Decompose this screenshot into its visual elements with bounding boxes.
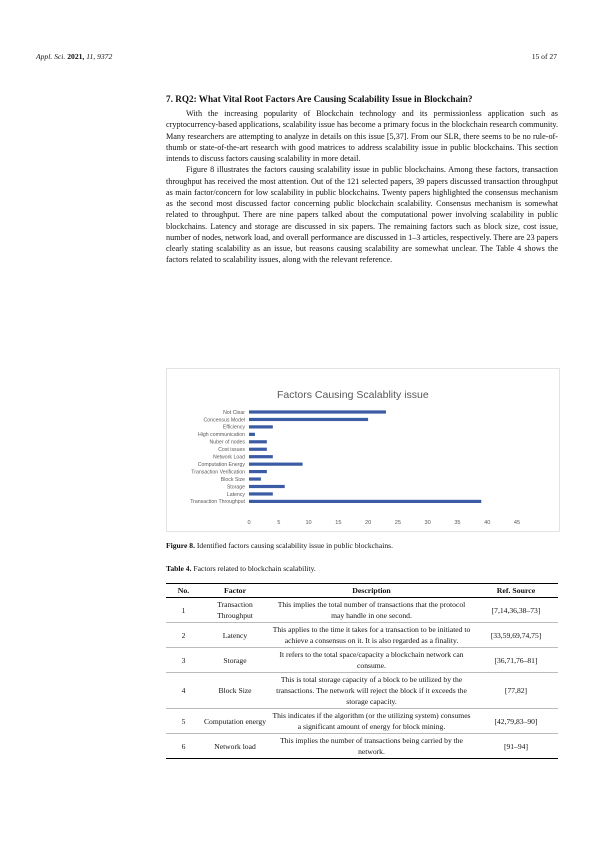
x-tick-label: 45 [513,520,521,526]
section-heading: 7. RQ2: What Vital Root Factors Are Causing Scalability Issue in Blockchain? [166,94,473,104]
category-label: Transaction Throughput [190,499,245,506]
cell-description: This implies the total number of transactions that the protocol may handle in one second. [269,598,474,623]
cell-factor: Latency [201,623,269,648]
bar [249,485,285,488]
x-tick-label: 0 [247,520,251,526]
table-row [166,673,558,709]
bar [249,500,481,503]
x-tick-label: 15 [335,520,342,526]
cell-no: 4 [166,673,201,709]
bar [249,448,267,451]
cell-factor: Block Size [201,673,269,709]
category-label: Concensus Model [203,417,245,424]
figure-caption-text: Identified factors causing scalability issue in public blockchains. [194,541,393,550]
cell-ref: [36,71,76–81] [474,648,558,673]
category-label: High communication [198,432,245,439]
bar [249,410,386,413]
table-caption-text: Factors related to blockchain scalability. [191,564,316,573]
table-caption-label: Table 4. [166,564,192,573]
journal-volume: 11, [86,52,96,61]
factors-table [166,583,558,759]
cell-ref: [77,82] [474,673,558,709]
cell-ref: [33,59,69,74,75] [474,623,558,648]
category-label: Computation Energy [197,461,245,468]
body-text [166,108,558,266]
bar [249,492,273,495]
bar [249,455,273,458]
cell-ref: [91–94] [474,734,558,759]
col-header-description: Description [269,584,474,598]
cell-factor: Storage [201,648,269,673]
x-tick-label: 25 [394,520,402,526]
table-row [166,623,558,648]
journal-year: 2021, [67,52,85,61]
paragraph: Figure 8 illustrates the factors causing scalability issue in public blockchains. Among these factors, transaction throughput has received the most attention. Out of the 121 selected papers, 39 papers discussed transaction throughput as main factor/concern for low scalability in public blockchains. Twenty papers highlighted the consensus mechanism as the second most discussed factor concerning public blockchain scalability. Consensus mechanism is somewhat related to throughput. There are nine papers talked about the computational power involving scalability in public blockchains. Latency and storage are discussed in six papers. The remaining factors such as block size, cost issue, number of nodes, network load, and overall performance are discussed in 1–3 articles, respectively. There are 23 papers clearly stating scalability as an issue, but reasons causing scalability are somewhat unclear. The Table 4 shows the factors related to scalability issues, along with the relevant reference. [166,165,558,265]
table-caption [166,564,558,573]
bar [249,433,255,436]
bar [249,418,368,421]
cell-factor: Network load [201,734,269,759]
bar [249,425,273,428]
category-label: Not Clear [223,409,245,416]
cell-description: It refers to the total space/capacity a blockchain network can consume. [269,648,474,673]
running-header-citation [36,52,112,61]
cell-no: 6 [166,734,201,759]
x-tick-label: 35 [454,520,461,526]
article-number: 9372 [97,52,113,61]
figure-caption-label: Figure 8. [166,541,195,550]
x-tick-label: 40 [484,520,491,526]
x-tick-label: 20 [364,520,372,526]
x-tick-label: 5 [277,520,281,526]
category-label: Nuber of nodes [209,439,245,446]
bar [249,463,303,466]
cell-no: 2 [166,623,201,648]
table-row [166,709,558,734]
figure-caption [166,541,558,550]
cell-no: 3 [166,648,201,673]
x-tick-label: 30 [424,520,431,526]
journal-name: Appl. Sci. [36,52,66,61]
category-label: Network Load [212,454,245,461]
cell-no: 5 [166,709,201,734]
bar [249,440,267,443]
category-label: Efficiency [222,424,245,431]
cell-factor: Computation energy [201,709,269,734]
page-number: 15 of 27 [531,52,557,61]
category-label: Transaction Verification [191,469,245,476]
bar [249,470,267,473]
col-header-no: No. [166,584,201,598]
table-header-row [166,584,558,598]
category-label: Storage [226,484,245,491]
cell-ref: [7,14,36,38–73] [474,598,558,623]
bar [249,477,261,480]
paragraph: With the increasing popularity of Blockchain technology and its permissionless application such as cryptocurrency-based applications, scalability issue has become a primary focus in the blockchain research community. Many researchers are attempting to analyze in details on this issue [5,37]. From our SLR, there seems to be no rule-of-thumb or state-of-the-art research with good matrices to address scalability issue in public blockchains. This section intends to discuss factors causing scalability in more detail. [166,109,558,163]
chart-title: Factors Causing Scalablity issue [277,389,429,401]
x-tick-label: 10 [305,520,312,526]
cell-description: This implies the number of transactions being carried by the network. [269,734,474,759]
category-label: Latency [226,491,245,498]
cell-description: This applies to the time it takes for a transaction to be initiated to achieve a consensus on it. It is also regarded as a finality. [269,623,474,648]
bar-chart-svg [167,369,559,531]
cell-description: This indicates if the algorithm (or the utilizing system) consumes a significant amount of energy for block mining. [269,709,474,734]
col-header-factor: Factor [201,584,269,598]
figure-8-chart [166,368,560,532]
table-row [166,648,558,673]
cell-no: 1 [166,598,201,623]
col-header-ref: Ref. Source [474,584,558,598]
cell-factor: Transaction Throughput [201,598,269,623]
category-label: Cost issues [218,447,245,454]
category-label: Block Size [220,476,245,483]
table-row [166,598,558,623]
cell-description: This is total storage capacity of a block to be utilized by the transactions. The network will reject the block if it exceeds the storage capacity. [269,673,474,709]
cell-ref: [42,79,83–90] [474,709,558,734]
table-row [166,734,558,759]
